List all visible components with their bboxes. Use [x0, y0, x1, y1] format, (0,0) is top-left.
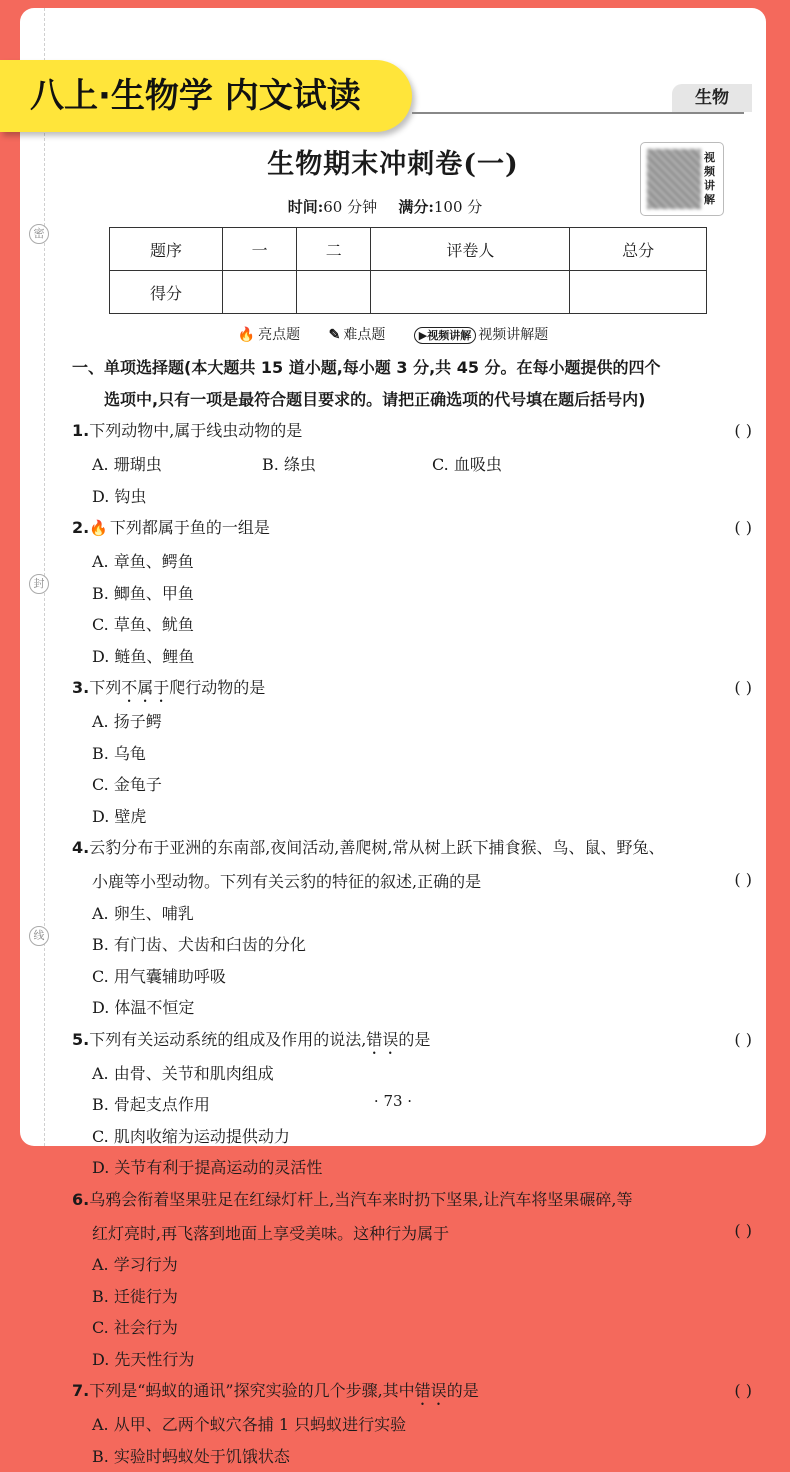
question-number: 3.	[72, 678, 89, 697]
question-text-cont: 红灯亮时,再飞落到地面上享受美味。这种行为属于	[72, 1218, 752, 1250]
score-cell[interactable]	[223, 271, 297, 314]
question-text: 乌鸦会衔着坚果驻足在红绿灯杆上,当汽车来时扔下坚果,让汽车将坚果碾碎,等	[89, 1190, 632, 1209]
question-text-cont: 小鹿等小型动物。下列有关云豹的特征的叙述,正确的是	[72, 866, 752, 898]
option-item[interactable]: C. 草鱼、鱿鱼	[92, 609, 447, 641]
answer-bracket[interactable]: ( )	[734, 864, 752, 896]
option-item[interactable]: D. 鲢鱼、鲤鱼	[92, 641, 447, 673]
option-item[interactable]: B. 绦虫	[262, 449, 432, 481]
legend-hard: ✎ 难点题	[329, 327, 386, 343]
score-header: 一	[223, 228, 297, 271]
score-header: 二	[297, 228, 371, 271]
option-item[interactable]: D. 先天性行为	[92, 1344, 447, 1376]
option-item[interactable]: A. 从甲、乙两个蚁穴各捕 1 只蚂蚁进行实验	[92, 1409, 752, 1441]
question-number: 6.	[72, 1190, 89, 1209]
question-number: 5.	[72, 1030, 89, 1049]
question-text: 下列	[89, 678, 121, 697]
question-list	[72, 415, 752, 1472]
option-item[interactable]: A. 珊瑚虫	[92, 449, 262, 481]
option-item[interactable]: A. 由骨、关节和肌肉组成	[92, 1058, 447, 1090]
emphasis-text: 不属于	[121, 678, 169, 697]
question-text: 的是	[398, 1030, 430, 1049]
option-item[interactable]: C. 金龟子	[92, 769, 447, 801]
option-item[interactable]: C. 肌肉收缩为运动提供动力	[92, 1121, 447, 1153]
header-rule	[412, 112, 744, 114]
option-item[interactable]: D. 壁虎	[92, 801, 447, 833]
score-header: 题序	[110, 228, 223, 271]
qr-label: 视频讲解	[704, 151, 718, 207]
option-list	[72, 449, 752, 512]
option-list	[72, 706, 752, 832]
option-item[interactable]: A. 章鱼、鳄鱼	[92, 546, 447, 578]
question-text: 爬行动物的是	[169, 678, 265, 697]
question-text: 的是	[447, 1381, 479, 1400]
answer-bracket[interactable]: ( )	[734, 1024, 752, 1056]
fire-icon: 🔥	[238, 327, 255, 343]
binding-mark-seal: 封	[29, 574, 49, 594]
emphasis-text: 错误	[415, 1381, 447, 1400]
page-number: · 73 ·	[20, 1092, 766, 1110]
question-text: 下列都属于鱼的一组是	[110, 518, 270, 537]
option-list	[72, 898, 752, 1024]
option-item[interactable]: B. 迁徙行为	[92, 1281, 447, 1313]
option-list	[72, 1249, 752, 1375]
time-label: 时间:	[288, 198, 324, 216]
exam-info	[20, 196, 766, 217]
question-text: 下列动物中,属于线虫动物的是	[89, 421, 302, 440]
score-cell[interactable]	[570, 271, 707, 314]
question-stem	[72, 1024, 752, 1058]
answer-bracket[interactable]: ( )	[734, 415, 752, 447]
question-item	[72, 512, 752, 672]
option-item[interactable]: C. 血吸虫	[432, 449, 602, 481]
option-item[interactable]: B. 乌龟	[92, 738, 447, 770]
emphasis-text: 错误	[366, 1030, 398, 1049]
question-item	[72, 415, 752, 512]
legend	[20, 324, 766, 344]
time-value: 60 分钟	[323, 198, 377, 216]
binding-mark-seal: 密	[29, 224, 49, 244]
option-item[interactable]: B. 鲫鱼、甲鱼	[92, 578, 447, 610]
answer-bracket[interactable]: ( )	[734, 512, 752, 544]
section-heading: 一、单项选择题(本大题共 15 道小题,每小题 3 分,共 45 分。在每小题提供的四个 选项中,只有一项是最符合题目要求的。请把正确选项的代号填在题后括号内)	[72, 352, 752, 415]
edit-icon: ✎	[329, 327, 341, 343]
question-number: 2.	[72, 518, 89, 537]
question-stem	[72, 672, 752, 706]
question-stem	[72, 512, 752, 546]
question-content	[72, 352, 752, 1472]
option-item[interactable]: A. 扬子鳄	[92, 706, 447, 738]
score-cell[interactable]	[371, 271, 570, 314]
option-item[interactable]: A. 卵生、哺乳	[92, 898, 447, 930]
question-item	[72, 1184, 752, 1376]
question-stem	[72, 832, 752, 898]
option-item[interactable]: B. 实验时蚂蚁处于饥饿状态	[92, 1441, 752, 1472]
option-item[interactable]: B. 有门齿、犬齿和臼齿的分化	[92, 929, 447, 961]
option-list	[72, 546, 752, 672]
answer-bracket[interactable]: ( )	[734, 1215, 752, 1247]
option-item[interactable]: D. 体温不恒定	[92, 992, 447, 1024]
option-item[interactable]: A. 学习行为	[92, 1249, 447, 1281]
video-pill-icon: ▶视频讲解	[414, 327, 476, 344]
question-stem	[72, 415, 752, 449]
option-item[interactable]: C. 社会行为	[92, 1312, 447, 1344]
question-number: 1.	[72, 421, 89, 440]
legend-hot: 🔥 亮点题	[238, 327, 300, 343]
binding-mark-line: 线	[29, 926, 49, 946]
score-table	[109, 227, 707, 314]
question-text: 下列是“蚂蚁的通讯”探究实验的几个步骤,其中	[89, 1381, 414, 1400]
option-item[interactable]: D. 关节有利于提高运动的灵活性	[92, 1152, 447, 1184]
option-item[interactable]: C. 用气囊辅助呼吸	[92, 961, 447, 993]
question-stem	[72, 1375, 752, 1409]
question-item	[72, 672, 752, 832]
legend-video: ▶视频讲解 视频讲解题	[414, 327, 548, 343]
exam-page	[20, 8, 766, 1146]
score-header: 总分	[570, 228, 707, 271]
question-item	[72, 832, 752, 1024]
subject-tab: 生物	[672, 84, 752, 112]
question-item	[72, 1375, 752, 1472]
question-number: 4.	[72, 838, 89, 857]
score-cell[interactable]	[297, 271, 371, 314]
page-title: 生物期末冲刺卷(一)	[20, 142, 766, 181]
score-row-label: 得分	[110, 271, 223, 314]
score-header: 评卷人	[371, 228, 570, 271]
answer-bracket[interactable]: ( )	[734, 672, 752, 704]
promo-banner: 八上·生物学 内文试读	[0, 60, 412, 132]
question-stem	[72, 1184, 752, 1250]
score-label: 满分:	[398, 198, 434, 216]
score-value: 100 分	[434, 198, 482, 216]
option-list	[72, 1409, 752, 1472]
answer-bracket[interactable]: ( )	[734, 1375, 752, 1407]
question-text: 云豹分布于亚洲的东南部,夜间活动,善爬树,常从树上跃下捕食猴、鸟、鼠、野兔、	[89, 838, 664, 857]
question-number: 7.	[72, 1381, 89, 1400]
option-list	[72, 1058, 752, 1184]
fire-icon: 🔥	[89, 519, 108, 537]
option-item[interactable]: D. 钩虫	[92, 481, 262, 513]
option-item[interactable]: B. 骨起支点作用	[92, 1089, 447, 1121]
question-text: 下列有关运动系统的组成及作用的说法,	[89, 1030, 366, 1049]
